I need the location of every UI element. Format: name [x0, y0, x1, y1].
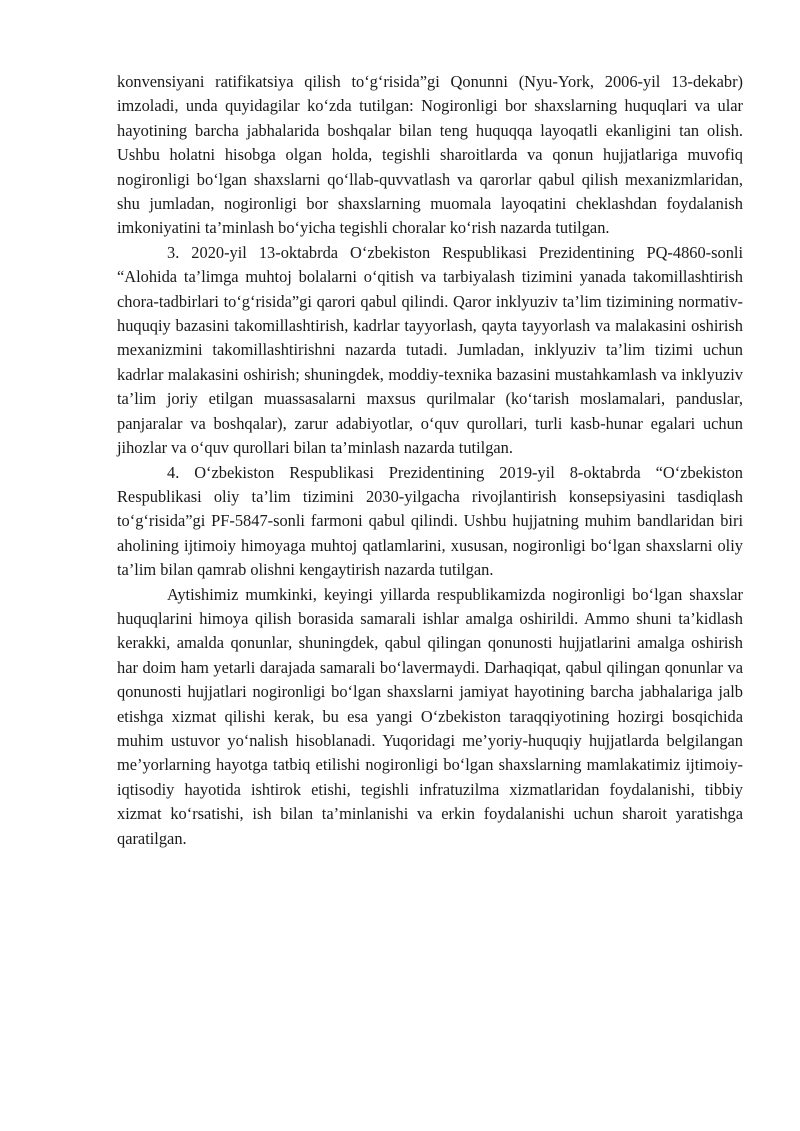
body-text — [117, 70, 743, 851]
paragraph-convention: konvensiyani ratifikatsiya qilish to‘g‘risida”gi Qonunni (Nyu-York, 2006-yil 13-dekabr) imzoladi, unda quyidagilar ko‘zda tutilgan: Nogironligi bor shaxslarning huquqlari va ular hayotining barcha jabhalarida boshqalar bilan teng huquqqa layoqatli ekanligini tan olish. Ushbu holatni hisobga olgan holda, tegishli sharoitlarda va qonun hujjatlariga muvofiq nogironligi bo‘lgan shaxslarni qo‘llab-quvvatlash va qarorlar qabul qilish mexanizmlaridan, shu jumladan, nogironligi bor shaxslarning muomala layoqatini cheklashdan foydalanish imkoniyatini ta’minlash bo‘yicha tegishli choralar ko‘rish nazarda tutilgan. — [117, 72, 743, 238]
paragraph-conclusion: Aytishimiz mumkinki, keyingi yillarda respublikamizda nogironligi bo‘lgan shaxslar huquqlarini himoya qilish borasida samarali ishlar amalga oshirildi. Ammo shuni ta’kidlash kerakki, amalda qonunlar, shuningdek, qabul qilingan qonunosti hujjatlarini amalga oshirish har doim ham yetarli darajada samarali bo‘lavermaydi. Darhaqiqat, qabul qilingan qonunlar va qonunosti hujjatlari nogironligi bo‘lgan shaxslarni jamiyat hayotining barcha jabhalariga jalb etishga xizmat qilishi kerak, bu esa yangi O‘zbekiston taraqqiyotining hozirgi bosqichida muhim ustuvor yo‘nalish hisoblanadi. Yuqoridagi me’yoriy-huquqiy hujjatlarda belgilangan me’yorlarning hayotga tatbiq etilishi nogironligi bo‘lgan shaxslarning mamlakatimiz ijtimoiy-iqtisodiy hayotida ishtirok etishi, tegishli infratuzilma xizmatlaridan foydalanishi, tibbiy xizmat ko‘rsatishi, ish bilan ta’minlanishi va erkin foydalanishi uchun sharoit yaratishga qaratilgan. — [117, 584, 743, 848]
paragraph-item-4: 4. O‘zbekiston Respublikasi Prezidentining 2019-yil 8-oktabrda “O‘zbekiston Respublikasi oliy ta’lim tizimini 2030-yilgacha rivojlantirish konsepsiyasini tasdiqlash to‘g‘risida”gi PF-5847-sonli farmoni qabul qilindi. Ushbu hujjatning muhim bandlaridan biri aholining ijtimoiy himoyaga muhtoj qatlamlarini, xususan, nogironligi bo‘lgan shaxslarni oliy ta’lim bilan qamrab olishni kengaytirish nazarda tutilgan. — [117, 462, 743, 580]
paragraph-item-3: 3. 2020-yil 13-oktabrda O‘zbekiston Respublikasi Prezidentining PQ-4860-sonli “Alohida ta’limga muhtoj bolalarni o‘qitish va tarbiyalash tizimini yanada takomillashtirish chora-tadbirlari to‘g‘risida”gi qarori qabul qilindi. Qaror inklyuziv ta’lim tizimining normativ-huquqiy bazasini takomillashtirish, kadrlar tayyorlash, qayta tayyorlash va malakasini oshirish mexanizmini takomillashtirishni nazarda tutadi. Jumladan, inklyuziv ta’lim tizimi uchun kadrlar malakasini oshirish; shuningdek, moddiy-texnika bazasini mustahkamlash va inklyuziv ta’lim joriy etilgan muassasalarni maxsus qurilmalar (ko‘tarish moslamalari, panduslar, panjaralar va boshqalar), zarur adabiyotlar, o‘quv qurollari, turli kasb-hunar egalari uchun jihozlar va o‘quv qurollari bilan ta’minlash nazarda tutilgan. — [117, 242, 743, 458]
